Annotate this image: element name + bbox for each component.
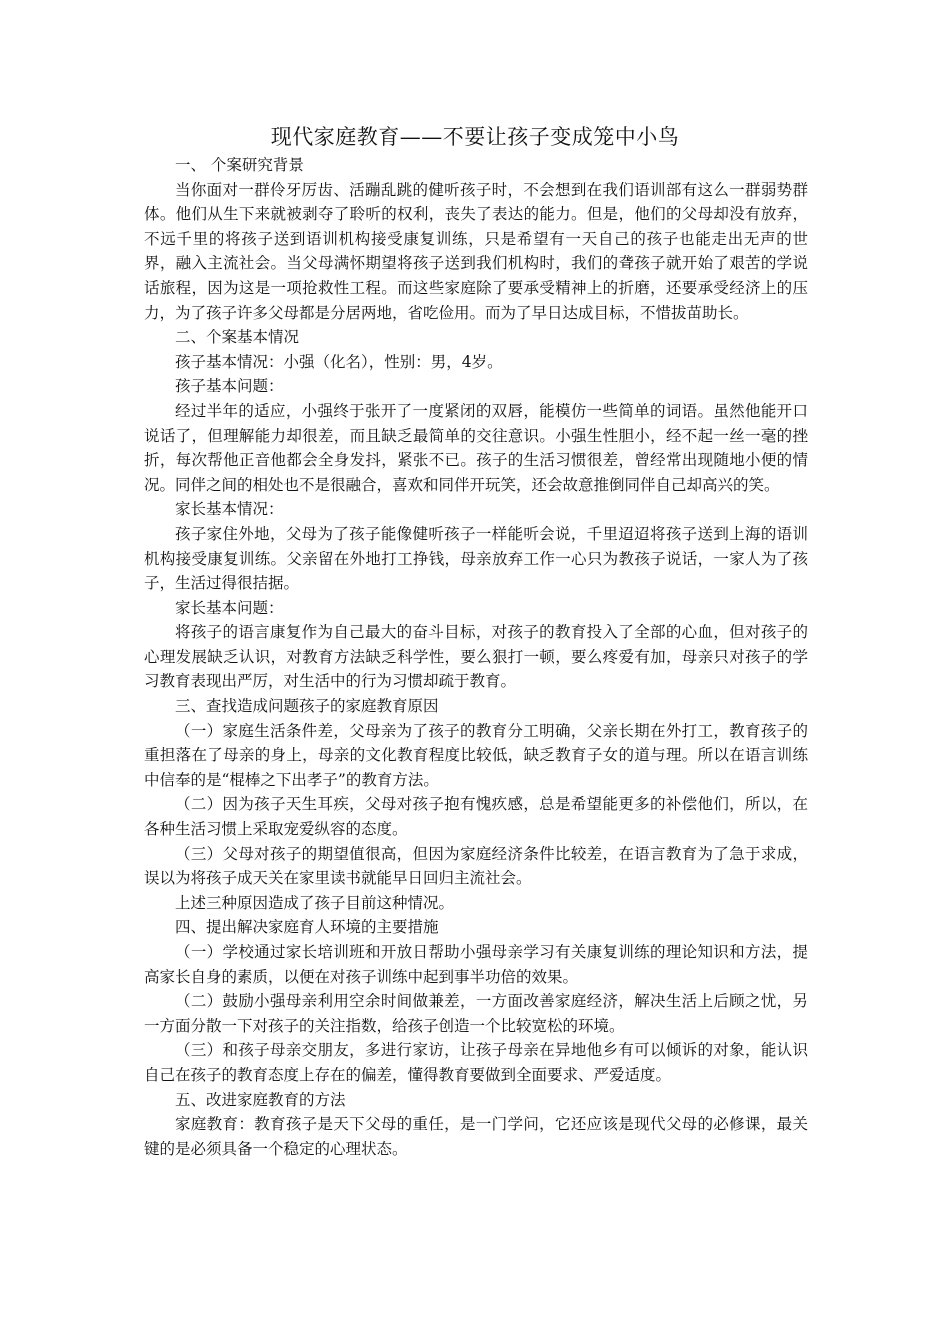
document-body <box>144 153 808 1161</box>
paragraph-cause-1: （一）家庭生活条件差，父母亲为了孩子的教育分工明确，父亲长期在外打工，教育孩子的重担落在了母亲的身上，母亲的文化教育程度比较低，缺乏教育子女的道与理。所以在语言训练中信奉的是“棍棒之下出孝子”的教育方法。 <box>144 721 808 789</box>
document-title: 现代家庭教育——不要让孩子变成笼中小鸟 <box>270 125 680 149</box>
section-heading-methods: 五、改进家庭教育的方法 <box>175 1090 346 1109</box>
paragraph-parent-info: 孩子家住外地，父母为了孩子能像健听孩子一样能听会说，千里迢迢将孩子送到上海的语训机构接受康复训练。父亲留在外地打工挣钱，母亲放弃工作一心只为教孩子说话，一家人为了孩子，生活过得很拮据。 <box>144 524 808 593</box>
section-heading-background: 一、 个案研究背景 <box>175 156 304 174</box>
paragraph-cause-3: （三）父母对孩子的期望值很高，但因为家庭经济条件比较差，在语言教育为了急于求成，误以为将孩子成天关在家里读书就能早日回归主流社会。 <box>144 844 808 888</box>
paragraph-child-info: 孩子基本情况：小强（化名），性别：男，4岁。 <box>175 352 503 371</box>
paragraph-parent-info-label: 家长基本情况： <box>175 500 284 519</box>
paragraph-cause-2: （二）因为孩子天生耳疾，父母对孩子抱有愧疚感，总是希望能更多的补偿他们，所以，在各种生活习惯上采取宠爱纵容的态度。 <box>144 795 808 839</box>
paragraph-measure-1: （一）学校通过家长培训班和开放日帮助小强母亲学习有关康复训练的理论知识和方法，提高家长自身的素质，以便在对孩子训练中起到事半功倍的效果。 <box>144 943 808 986</box>
paragraph-parent-problem-label: 家长基本问题： <box>175 598 284 617</box>
paragraph-family-education: 家庭教育：教育孩子是天下父母的重任，是一门学问，它还应该是现代父母的必修课，最关键的是必须具备一个稳定的心理状态。 <box>144 1115 808 1158</box>
paragraph-parent-problem: 将孩子的语言康复作为自己最大的奋斗目标，对孩子的教育投入了全部的心血，但对孩子的心理发展缺乏认识，对教育方法缺乏科学性，要么狠打一顿，要么疼爱有加，母亲只对孩子的学习教育表现出严厉，对生活中的行为习惯却疏于教育。 <box>144 623 808 691</box>
paragraph-measure-3: （三）和孩子母亲交朋友，多进行家访，让孩子母亲在异地他乡有可以倾诉的对象，能认识自己在孩子的教育态度上存在的偏差，懂得教育要做到全面要求、严爱适度。 <box>144 1041 808 1084</box>
section-heading-measures: 四、提出解决家庭育人环境的主要措施 <box>175 918 439 937</box>
section-heading-causes: 三、查找造成问题孩子的家庭教育原因 <box>175 697 439 716</box>
paragraph-cause-summary: 上述三种原因造成了孩子目前这种情况。 <box>175 893 455 912</box>
paragraph-measure-2: （二）鼓励小强母亲利用空余时间做兼差，一方面改善家庭经济，解决生活上后顾之忧，另一方面分散一下对孩子的关注指数，给孩子创造一个比较宽松的环境。 <box>144 992 808 1035</box>
paragraph-background: 当你面对一群伶牙厉齿、活蹦乱跳的健听孩子时，不会想到在我们语训部有这么一群弱势群体。他们从生下来就被剥夺了聆听的权利，丧失了表达的能力。但是，他们的父母却没有放弃，不远千里的将孩子送到语训机构接受康复训练，只是希望有一天自己的孩子也能走出无声的世界，融入主流社会。当父母满怀期望将孩子送到我们机构时，我们的聋孩子就开始了艰苦的学说话旅程，因为这是一项抢救性工程。而这些家庭除了要承受精神上的折磨，还要承受经济上的压力，为了孩子许多父母都是分居两地，省吃俭用。而为了早日达成目标，不惜拔苗助长。 <box>144 180 808 322</box>
section-heading-basic-info: 二、个案基本情况 <box>175 328 300 347</box>
paragraph-child-problem: 经过半年的适应，小强终于张开了一度紧闭的双唇，能模仿一些简单的词语。虽然他能开口说话了，但理解能力却很差，而且缺乏最简单的交往意识。小强生性胆小，经不起一丝一毫的挫折，每次帮他正音他都会全身发抖，紧张不已。孩子的生活习惯很差，曾经常出现随地小便的情况。同伴之间的相处也不是很融合，喜欢和同伴开玩笑，还会故意推倒同伴自己却高兴的笑。 <box>144 401 808 494</box>
paragraph-child-problem-label: 孩子基本问题： <box>175 377 284 396</box>
